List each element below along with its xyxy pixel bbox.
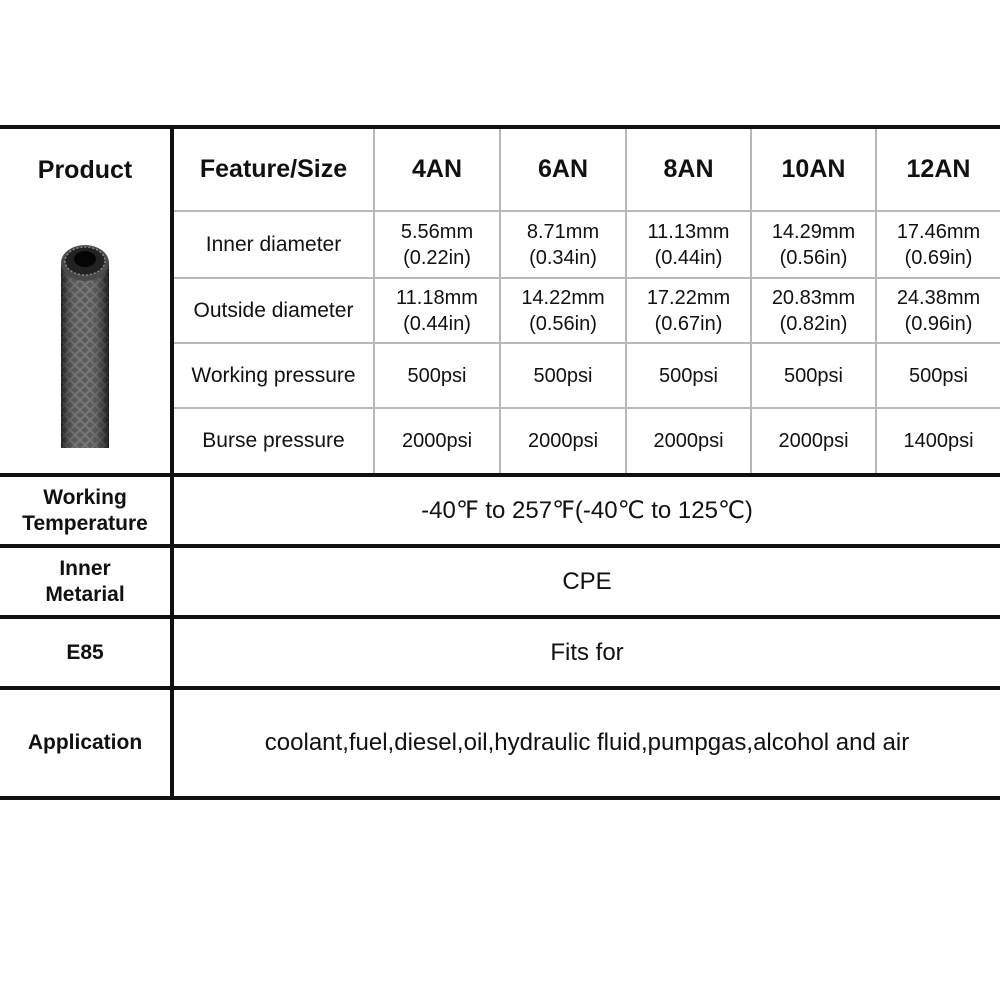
size-header-8an: 8AN: [626, 127, 751, 211]
inner-material-row: [0, 546, 1000, 617]
table-row: [0, 211, 1000, 278]
table-cell: 2000psi: [374, 408, 500, 475]
table-cell: 11.13mm (0.44in): [626, 211, 751, 278]
table-cell: 17.22mm (0.67in): [626, 278, 751, 343]
feature-label: Working pressure: [172, 343, 374, 408]
table-cell: 11.18mm (0.44in): [374, 278, 500, 343]
size-header-12an: 12AN: [876, 127, 1000, 211]
inner-material-label: Inner Metarial: [0, 546, 172, 617]
working-temperature-row: [0, 475, 1000, 546]
table-cell: 500psi: [374, 343, 500, 408]
table-cell: 14.29mm (0.56in): [751, 211, 876, 278]
inner-material-value: CPE: [172, 546, 1000, 617]
table-cell: 2000psi: [500, 408, 626, 475]
application-value: coolant,fuel,diesel,oil,hydraulic fluid,pumpgas,alcohol and air: [172, 688, 1000, 798]
header-row: [0, 127, 1000, 211]
table-cell: 5.56mm (0.22in): [374, 211, 500, 278]
e85-label: E85: [0, 617, 172, 688]
table-cell: 8.71mm (0.34in): [500, 211, 626, 278]
table-cell: 500psi: [500, 343, 626, 408]
e85-row: [0, 617, 1000, 688]
e85-value: Fits for: [172, 617, 1000, 688]
table-cell: 500psi: [626, 343, 751, 408]
table-cell: 500psi: [751, 343, 876, 408]
application-row: [0, 688, 1000, 798]
feature-label: Inner diameter: [172, 211, 374, 278]
product-header: Product: [0, 127, 172, 211]
table-cell: 2000psi: [751, 408, 876, 475]
working-temperature-value: -40℉ to 257℉(-40℃ to 125℃): [172, 475, 1000, 546]
table-cell: 14.22mm (0.56in): [500, 278, 626, 343]
table-cell: 1400psi: [903, 430, 974, 452]
feature-label: Outside diameter: [172, 278, 374, 343]
table-cell: 2000psi: [626, 408, 751, 475]
application-label: Application: [0, 688, 172, 798]
feature-label: Burse pressure: [172, 408, 374, 475]
size-header-10an: 10AN: [751, 127, 876, 211]
product-image-cell: [0, 211, 172, 475]
table-cell: 20.83mm (0.82in): [751, 278, 876, 343]
table-cell: 24.38mm (0.96in): [876, 278, 1000, 343]
table-cell: 17.46mm (0.69in): [876, 211, 1000, 278]
size-header-6an: 6AN: [500, 127, 626, 211]
spec-table: [0, 125, 1000, 800]
feature-size-header: Feature/Size: [172, 127, 374, 211]
size-header-4an: 4AN: [374, 127, 500, 211]
table-cell: 500psi: [876, 343, 1000, 408]
braided-hose-icon: [55, 235, 115, 450]
working-temperature-label: Working Temperature: [0, 475, 172, 546]
